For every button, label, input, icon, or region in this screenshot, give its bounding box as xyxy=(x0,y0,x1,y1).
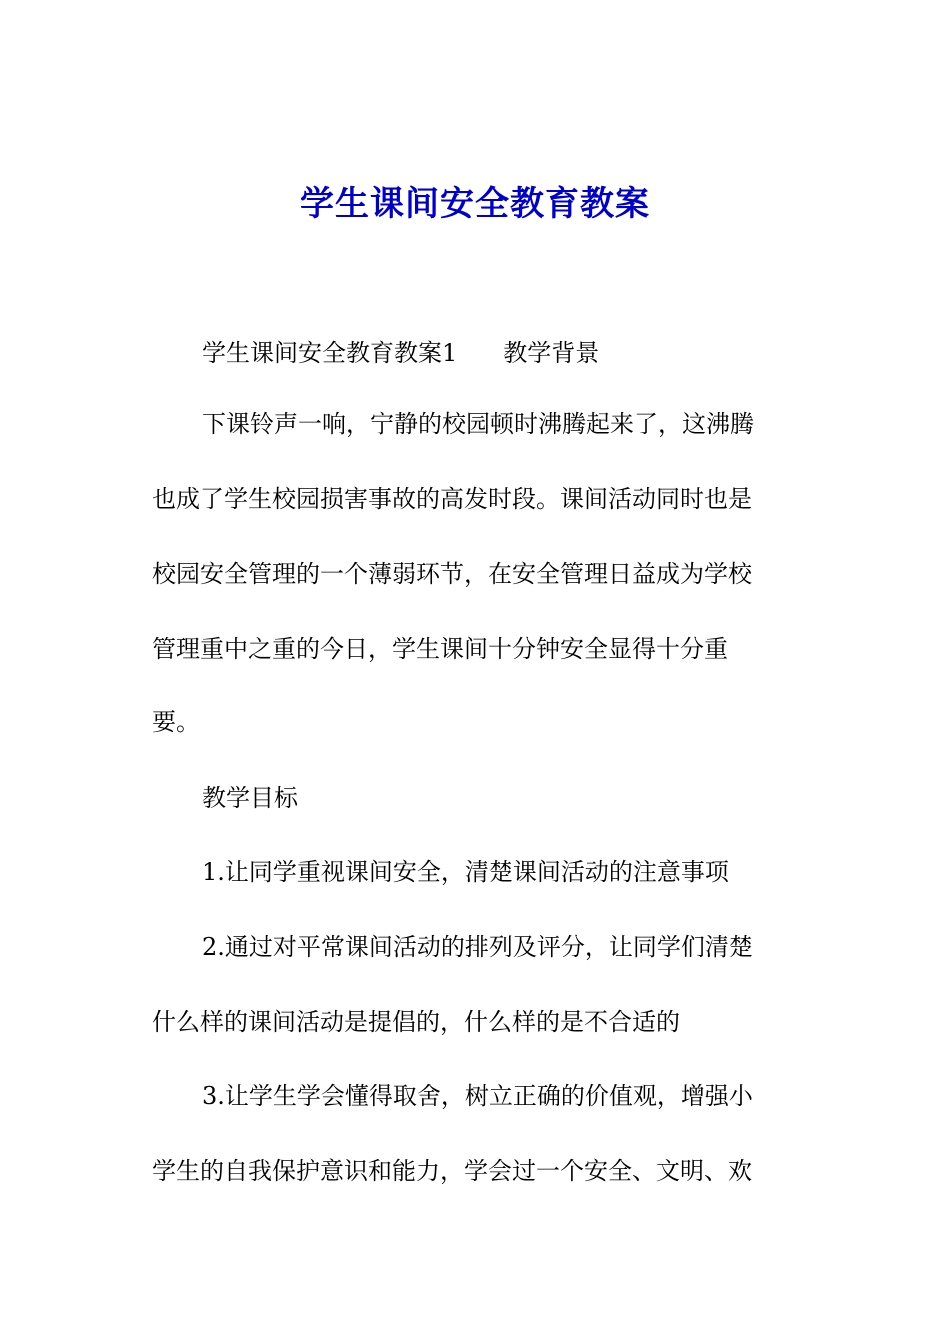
paragraph-line: 校园安全管理的一个薄弱环节，在安全管理日益成为学校 xyxy=(152,560,752,588)
goal-item-2-line: 什么样的课间活动是提倡的，什么样的是不合适的 xyxy=(152,1008,680,1036)
section-heading-background: 教学背景 xyxy=(503,339,600,367)
goal-item-3-line: 学生的自我保护意识和能力，学会过一个安全、文明、欢 xyxy=(152,1157,752,1185)
paragraph-line: 也成了学生校园损害事故的高发时段。课间活动同时也是 xyxy=(152,485,752,513)
lesson-heading: 学生课间安全教育教案1 xyxy=(202,339,458,367)
section-heading-line xyxy=(202,333,852,373)
paragraph-line: 下课铃声一响，宁静的校园顿时沸腾起来了，这沸腾 xyxy=(202,410,754,438)
section-heading-goals: 教学目标 xyxy=(202,784,298,812)
goal-item-1: 1.让同学重视课间安全，清楚课间活动的注意事项 xyxy=(202,858,729,886)
paragraph-line: 要。 xyxy=(152,708,200,736)
document-title: 学生课间安全教育教案 xyxy=(300,184,650,224)
paragraph-line: 管理重中之重的今日，学生课间十分钟安全显得十分重 xyxy=(152,635,728,663)
goal-item-2-line: 2.通过对平常课间活动的排列及评分，让同学们清楚 xyxy=(202,933,753,961)
goal-item-3-line: 3.让学生学会懂得取舍，树立正确的价值观，增强小 xyxy=(202,1082,753,1110)
